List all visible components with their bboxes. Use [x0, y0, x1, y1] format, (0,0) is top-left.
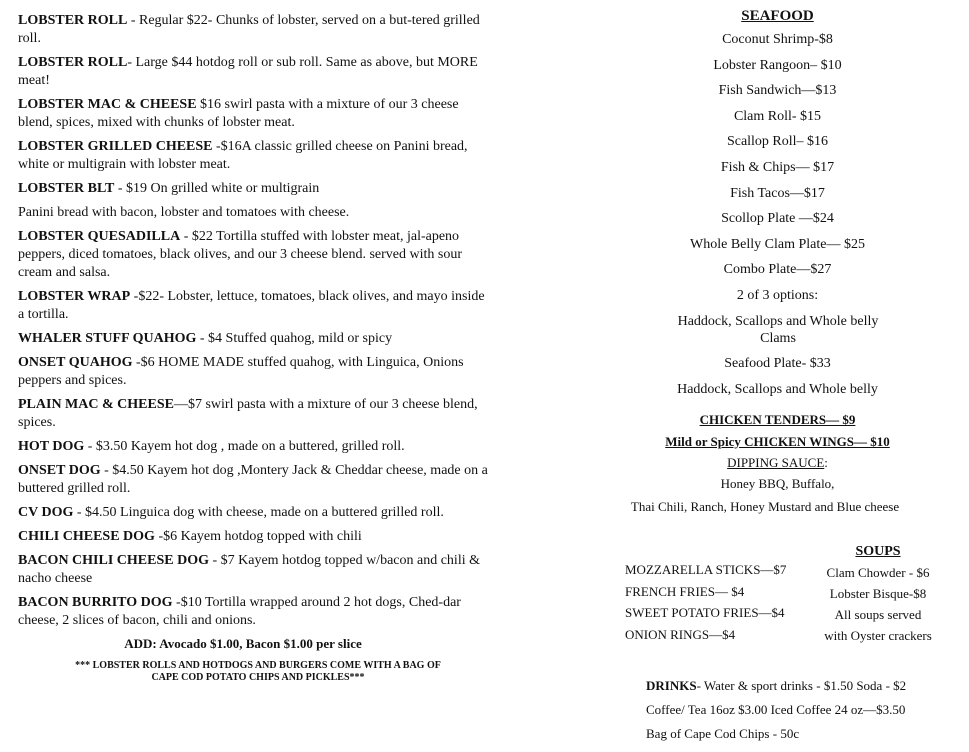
chips-note-line-1: *** LOBSTER ROLLS AND HOTDOGS AND BURGERS COME WITH A BAG OF: [75, 660, 441, 671]
seafood-item: Combo Plate—$27: [723, 262, 832, 278]
menu-item-lobster-mac-cheese: LOBSTER MAC & CHEESE $16 swirl pasta with a mixture of our 3 cheese blend, spices, mixed with chunks of lobster meat.: [18, 97, 459, 130]
right-menu-column: [590, 8, 965, 515]
seafood-item: Fish Sandwich—$13: [718, 83, 837, 99]
side-item: SWEET POTATO FRIES—$4: [625, 605, 785, 621]
seafood-item: Whole Belly Clam Plate— $25: [690, 236, 865, 252]
menu-item-lobster-roll-regular: LOBSTER ROLL - Regular $22- Chunks of lobster, served on a but-tered grilled roll.: [18, 13, 480, 46]
side-item: MOZZARELLA STICKS—$7: [625, 562, 787, 577]
seafood-item: Scallop Roll– $16: [726, 134, 829, 150]
menu-item-hot-dog: HOT DOG - $3.50 Kayem hot dog , made on a buttered, grilled roll.: [18, 439, 405, 454]
side-item: FRENCH FRIES— $4: [625, 583, 745, 599]
menu-item-bacon-burrito-dog: BACON BURRITO DOG -$10 Tortilla wrapped around 2 hot dogs, Ched-dar cheese, 2 slices of bacon, chili and onions.: [18, 595, 461, 628]
sides-list: [625, 562, 786, 648]
menu-item-whaler-stuff-quahog: WHALER STUFF QUAHOG - $4 Stuffed quahog, mild or spicy: [18, 331, 393, 346]
seafood-item: Fish & Chips— $17: [720, 159, 835, 175]
seafood-item: Fish Tacos—$17: [730, 185, 825, 201]
menu-item-lobster-wrap: LOBSTER WRAP -$22- Lobster, lettuce, tomatoes, black olives, and mayo inside a tortilla.: [18, 289, 485, 322]
soups-heading: SOUPS: [855, 544, 901, 559]
chicken-wings-heading: Mild or Spicy CHICKEN WINGS— $10: [665, 433, 890, 449]
menu-item-onset-dog: ONSET DOG - $4.50 Kayem hot dog ,Montery Jack & Cheddar cheese, made on a buttered grilled roll.: [18, 463, 488, 496]
soup-item: Lobster Bisque-$8: [829, 586, 927, 601]
seafood-item: Seafood Plate- $33: [724, 356, 831, 372]
seafood-item: Coconut Shrimp-$8: [722, 32, 833, 47]
menu-item-cv-dog: CV DOG - $4.50 Linguica dog with cheese, made on a buttered grilled roll.: [18, 505, 444, 520]
menu-item-lobster-quesadilla: LOBSTER QUESADILLA - $22 Tortilla stuffed with lobster meat, jal-apeno peppers, diced tomatoes, black olives, and our 3 cheese blend. served with sour cream and salsa.: [18, 229, 462, 280]
add-ons-line: ADD: Avocado $1.00, Bacon $1.00 per slice: [124, 636, 362, 651]
dipping-sauce-line-1: Honey BBQ, Buffalo,: [720, 475, 835, 491]
soup-item: with Oyster crackers: [824, 628, 932, 643]
menu-item-lobster-roll-large: LOBSTER ROLL- Large $44 hotdog roll or sub roll. Same as above, but MORE meat!: [18, 55, 478, 88]
menu-item-lobster-blt: LOBSTER BLT - $19 On grilled white or multigrain: [18, 181, 320, 196]
menu-item-bacon-chili-cheese-dog: BACON CHILI CHEESE DOG - $7 Kayem hotdog topped w/bacon and chili & nacho cheese: [18, 553, 480, 586]
seafood-item: Haddock, Scallops and Whole belly Clams: [677, 313, 879, 346]
menu-item-lobster-blt-cont: Panini bread with bacon, lobster and tomatoes with cheese.: [18, 205, 350, 220]
seafood-item: Lobster Rangoon– $10: [713, 57, 842, 73]
left-menu-column: [18, 12, 488, 684]
soup-item: Clam Chowder - $6: [826, 565, 930, 580]
seafood-heading: SEAFOOD: [741, 8, 814, 24]
drinks-line-3: Bag of Cape Cod Chips - 50c: [646, 726, 800, 741]
menu-item-lobster-grilled-cheese: LOBSTER GRILLED CHEESE -$16A classic grilled cheese on Panini bread, white or multigrain with lobster meat.: [18, 139, 468, 172]
chips-note-line-2: CAPE COD POTATO CHIPS AND PICKLES***: [151, 672, 365, 683]
seafood-item: Scollop Plate —$24: [721, 211, 834, 227]
menu-item-plain-mac-cheese: PLAIN MAC & CHEESE—$7 swirl pasta with a mixture of our 3 cheese blend, spices.: [18, 397, 478, 430]
seafood-item: 2 of 3 options:: [736, 287, 819, 303]
dipping-sauce-label: DIPPING SAUCE:: [727, 454, 828, 470]
soup-item: All soups served: [834, 607, 922, 622]
chicken-tenders-heading: CHICKEN TENDERS— $9: [699, 411, 856, 427]
menu-item-onset-quahog: ONSET QUAHOG -$6 HOME MADE stuffed quahog, with Linguica, Onions peppers and spices.: [18, 355, 464, 388]
side-item: ONION RINGS—$4: [625, 626, 736, 642]
drinks-section: [646, 674, 906, 746]
seafood-item: Haddock, Scallops and Whole belly: [677, 381, 878, 397]
drinks-line-1: DRINKS- Water & sport drinks - $1.50 Soda - $2: [646, 678, 907, 693]
menu-item-chili-cheese-dog: CHILI CHEESE DOG -$6 Kayem hotdog topped with chili: [18, 529, 362, 544]
drinks-line-2: Coffee/ Tea 16oz $3.00 Iced Coffee 24 oz—$3.50: [646, 702, 906, 717]
seafood-item: Clam Roll- $15: [733, 108, 822, 124]
dipping-sauce-line-2: Thai Chili, Ranch, Honey Mustard and Blue cheese: [630, 498, 900, 514]
soups-section: [813, 544, 943, 649]
chips-note: [18, 660, 498, 684]
